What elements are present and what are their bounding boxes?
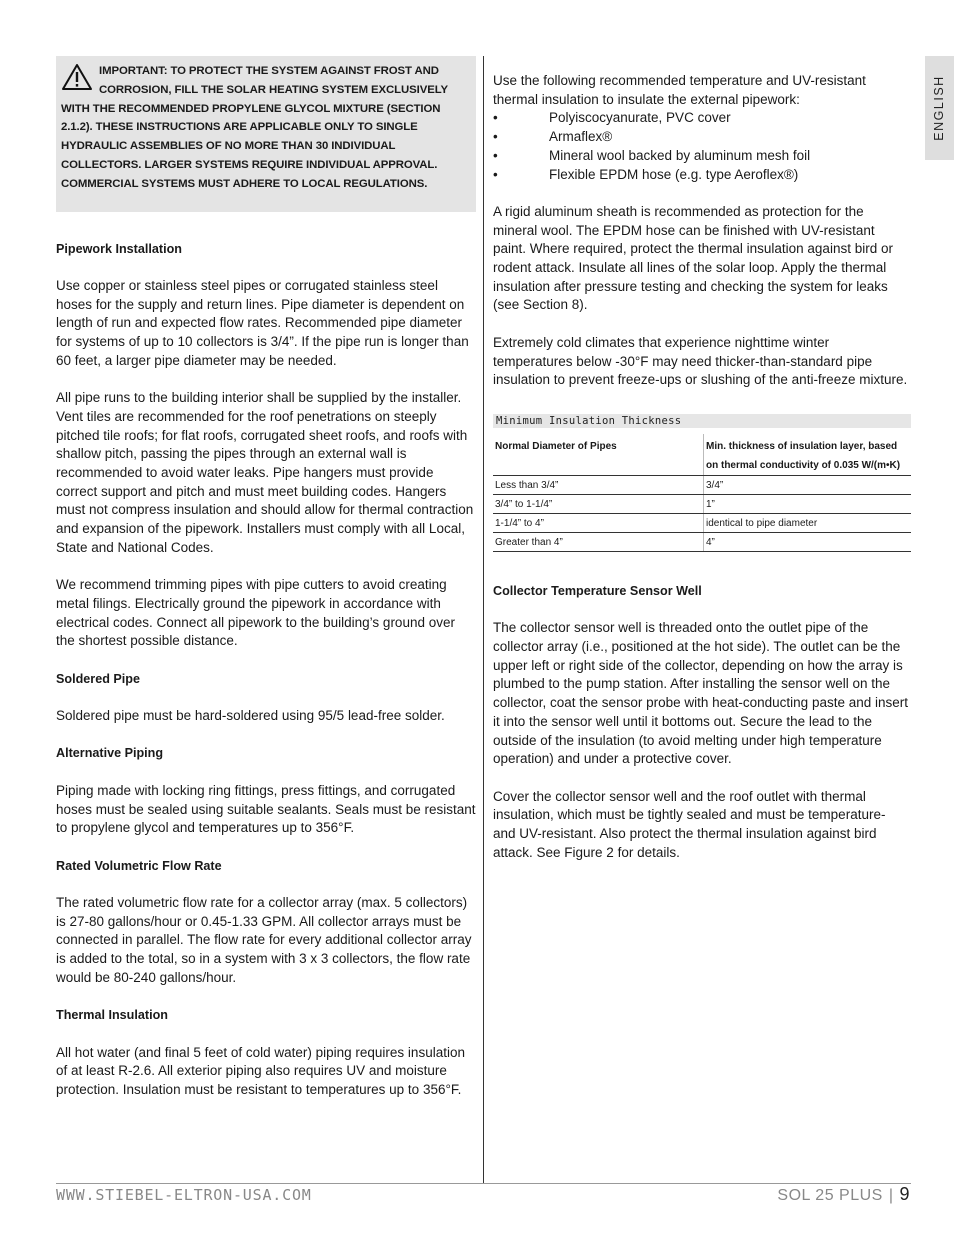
paragraph: Use the following recommended temperature and UV-resistant thermal insulation to insulate the external pipework:: [493, 73, 866, 107]
table-cell: 3/4”: [704, 475, 912, 494]
table-cell: identical to pipe diameter: [704, 513, 912, 532]
table-cell: 3/4” to 1-1/4”: [493, 494, 704, 513]
paragraph: Cover the collector sensor well and the roof outlet with thermal insulation, which must be tightly sealed and must be temperature- and UV-resistant. Also protect the thermal insulation against bird attack. See Figure 2 for details.: [493, 788, 886, 860]
heading-thermal: Thermal Insulation: [56, 1008, 168, 1023]
warning-icon: [61, 63, 95, 93]
table-cell: 4”: [704, 532, 912, 551]
column-divider: [483, 56, 484, 1183]
table-row: [493, 513, 911, 532]
table-title: Minimum Insulation Thickness: [493, 414, 911, 428]
table-header-cell: Normal Diameter of Pipes: [493, 434, 704, 476]
product-name: SOL 25 PLUS: [777, 1187, 883, 1204]
list-item: • Polyiscocyanurate, PVC cover: [493, 109, 911, 128]
table-row: [493, 475, 911, 494]
list-item: • Armaflex®: [493, 128, 911, 147]
insulation-list: [493, 109, 911, 184]
heading-flow-rate: Rated Volumetric Flow Rate: [56, 858, 222, 873]
paragraph: Soldered pipe must be hard-soldered using 95/5 lead-free solder.: [56, 708, 445, 724]
warning-text: IMPORTANT: TO PROTECT THE SYSTEM AGAINST FROST AND CORROSION, FILL THE SOLAR HEATING SYSTEM EXCLUSIVELY WITH THE RECOMMENDED PROPYLENE GLYCOL MIXTURE (SECTION 2.1.2). THESE INSTRUCTIONS ARE APPLICABLE ONLY TO SINGLE HYDRAULIC ASSEMBLIES OF NO MORE THAN 30 INDIVIDUAL COLLECTORS. LARGER SYSTEMS REQUIRE INDIVIDUAL APPROVAL. COMMERCIAL SYSTEMS MUST ADHERE TO LOCAL REGULATIONS.: [61, 65, 448, 190]
heading-sensor-well: Collector Temperature Sensor Well: [493, 583, 702, 598]
table-header-cell: Min. thickness of insulation layer, based on thermal conductivity of 0.035 W/(m•K): [704, 434, 912, 476]
list-item: • Mineral wool backed by aluminum mesh foil: [493, 147, 911, 166]
right-column: [493, 72, 911, 862]
language-label: ENGLISH: [932, 75, 946, 141]
language-tab: [925, 56, 954, 160]
table-row: [493, 494, 911, 513]
paragraph: Extremely cold climates that experience nighttime winter temperatures below -30°F may need thicker-than-standard pipe insulation to prevent freeze-ups or slushing of the anti-freeze mixture.: [493, 334, 908, 388]
heading-alternative: Alternative Piping: [56, 746, 164, 761]
paragraph: The collector sensor well is threaded onto the outlet pipe of the collector array (i.e., positioned at the hot side). The outlet can be the upper left or right side of the collector, depending on how the array is plumbed to the pump station. After installing the sensor well on the collector, coat the sensor probe with heat-conducting paste and insert it into the sensor well until it bottoms out. Secure the lead to the outside of the insulation (to avoid melting under high temperature operation) and under a protective cover.: [493, 620, 908, 767]
left-column: [56, 56, 476, 1100]
footer-separator: |: [888, 1187, 894, 1204]
table-cell: Less than 3/4”: [493, 475, 704, 494]
warning-box: [56, 56, 476, 212]
footer-url: WWW.STIEBEL-ELTRON-USA.COM: [56, 1186, 312, 1204]
heading-pipework: Pipework Installation: [56, 241, 182, 256]
paragraph: We recommend trimming pipes with pipe cutters to avoid creating metal filings. Electrically ground the pipework in accordance with electrical codes. Connect all pipework to the building’s ground over the shortest possible distance.: [56, 577, 455, 649]
heading-soldered: Soldered Pipe: [56, 671, 140, 686]
list-item: • Flexible EPDM hose (e.g. type Aeroflex®): [493, 166, 911, 185]
paragraph: Use copper or stainless steel pipes or corrugated stainless steel hoses for the supply and return lines. Pipe diameter is dependent on length of run and expected flow rates. Recommended pipe diameter for systems of up to 10 collectors is 3/4”. If the pipe run is longer than 60 feet, a larger pipe diameter may be needed.: [56, 277, 469, 368]
table-cell: 1”: [704, 494, 912, 513]
page-number: 9: [899, 1184, 910, 1204]
paragraph: All pipe runs to the building interior shall be supplied by the installer. Vent tiles are recommended for the roof penetrations on steeply pitched tile roofs; for flat roofs, corrugated sheet roofs, and roofs with shallow pitch, passing the pipes through an external wall is recommended to avoid water leaks. Pipe hangers must provide correct support and pitch and must meet building codes. Hangers must not compress insulation and should allow for thermal contraction and expansion of the pipework. Installers must comply with all Local, State and National Codes.: [56, 390, 474, 555]
table-row: [493, 532, 911, 551]
paragraph: A rigid aluminum sheath is recommended as protection for the mineral wool. The EPDM hose can be finished with UV-resistant paint. Where required, protect the thermal insulation against bird or rodent attack. Insulate all lines of the solar loop. Apply the thermal insulation after pressure testing and checking the system for leaks (see Section 8).: [493, 203, 893, 313]
table-cell: Greater than 4”: [493, 532, 704, 551]
insulation-table: [493, 434, 911, 552]
paragraph: All hot water (and final 5 feet of cold water) piping requires insulation of at least R-2.6. All exterior piping also requires UV and moisture protection. Insulation must be resistant to temperatures up to 356°F.: [56, 1044, 465, 1098]
table-header-row: [493, 434, 911, 476]
table-cell: 1-1/4” to 4”: [493, 513, 704, 532]
paragraph: Piping made with locking ring fittings, press fittings, and corrugated hoses must be sealed using suitable sealants. Seals must be resistant to propylene glycol and temperatures up to 356°F.: [56, 782, 476, 836]
paragraph: The rated volumetric flow rate for a collector array (max. 5 collectors) is 27-80 gallons/hour or 0.45-1.33 GPM. All collector arrays must be connected in parallel. The flow rate for every additional collector array is added to the total, so in a system with 3 x 3 collectors, the flow rate would be 80-240 gallons/hour.: [56, 895, 472, 985]
footer-product: [777, 1184, 910, 1205]
